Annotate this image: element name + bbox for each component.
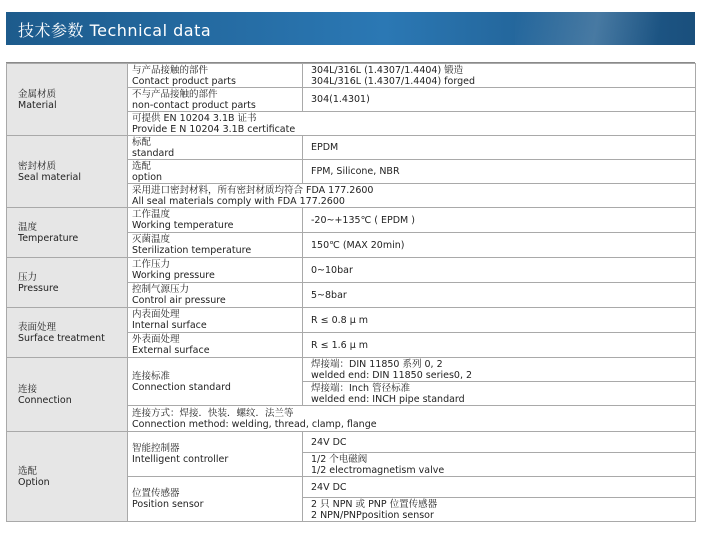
table-row (7, 64, 696, 88)
row-value (303, 432, 696, 453)
value-line: FPM, Silicone, NBR (311, 166, 400, 177)
row-value (303, 382, 696, 406)
category-surface (7, 308, 128, 358)
row-value (303, 233, 696, 258)
category-label-cn: 压力 (18, 271, 38, 283)
row-value (303, 477, 696, 498)
category-label-cn: 连接 (18, 383, 38, 395)
note-en: Provide E N 10204 3.1B certificate (132, 123, 296, 135)
row-value (303, 88, 696, 112)
banner-shine (515, 12, 695, 45)
category-label-en: Option (18, 476, 50, 488)
value-line: 24V DC (311, 481, 347, 493)
row-note (128, 184, 696, 208)
row-label (128, 477, 303, 522)
table-row (7, 208, 696, 233)
category-label-en: Pressure (18, 282, 59, 294)
category-temperature (7, 208, 128, 258)
label-en: Position sensor (132, 499, 204, 510)
category-label-en: Seal material (18, 171, 82, 183)
note-cn: 连接方式：焊接．快装．螺纹．法兰等 (132, 407, 294, 419)
row-value (303, 308, 696, 333)
row-label (128, 88, 303, 112)
label-en: non-contact product parts (132, 99, 256, 111)
label-en: Connection standard (132, 381, 231, 393)
value-line: 150℃ (MAX 20min) (311, 239, 405, 251)
category-label-cn: 表面处理 (18, 321, 57, 333)
row-value (303, 498, 696, 522)
value-line: 1/2 electromagnetism valve (311, 464, 445, 476)
label-cn: 智能控制器 (132, 443, 180, 454)
value-line: 焊接端：DIN 11850 系列 0, 2 (311, 358, 443, 370)
value-line: -20~+135℃ ( EPDM ) (311, 214, 415, 226)
value-line: R ≤ 0.8 μ m (311, 314, 369, 326)
row-note (128, 112, 696, 136)
row-value (303, 208, 696, 233)
value-line: 304L/316L (1.4307/1.4404) 锻造 (311, 64, 464, 76)
category-label-en: Surface treatment (18, 332, 105, 344)
page-title: 技术参数 Technical data (18, 21, 212, 40)
label-en: option (132, 171, 163, 183)
label-en: Contact product parts (132, 75, 236, 87)
table-row (7, 136, 696, 160)
note-en: All seal materials comply with FDA 177.2600 (132, 195, 345, 207)
row-label (128, 64, 303, 88)
label-cn: 内表面处理 (132, 309, 180, 320)
note-en: Connection method: welding, thread, clamp, flange (132, 418, 377, 430)
category-seal (7, 136, 128, 208)
value-line: welded end: INCH pipe standard (311, 393, 465, 405)
label-cn: 灭菌温度 (132, 234, 171, 245)
label-cn: 外表面处理 (132, 334, 180, 345)
category-option (7, 432, 128, 522)
category-label-cn: 选配 (18, 465, 38, 477)
row-label (128, 308, 303, 333)
table-row (7, 358, 696, 382)
row-value (303, 453, 696, 477)
row-label (128, 358, 303, 406)
category-label-en: Connection (18, 394, 72, 406)
row-value (303, 136, 696, 160)
value-line: 1/2 个电磁阀 (311, 453, 368, 465)
value-line: 24V DC (311, 436, 347, 448)
category-label-en: Temperature (18, 232, 79, 244)
table-row (7, 258, 696, 283)
row-value (303, 283, 696, 308)
label-cn: 标配 (132, 136, 152, 148)
value-line: 304L/316L (1.4307/1.4404) forged (311, 75, 475, 87)
category-pressure (7, 258, 128, 308)
label-en: External surface (132, 345, 210, 356)
label-cn: 与产品接触的部件 (132, 64, 209, 76)
row-value (303, 64, 696, 88)
label-cn: 工作压力 (132, 259, 171, 270)
row-label (128, 136, 303, 160)
row-label (128, 258, 303, 283)
technical-data-table (6, 63, 696, 522)
label-cn: 工作温度 (132, 209, 171, 220)
row-label (128, 208, 303, 233)
label-cn: 选配 (132, 160, 152, 172)
label-en: Intelligent controller (132, 454, 229, 465)
value-line: 2 只 NPN 或 PNP 位置传感器 (311, 498, 438, 510)
row-label (128, 333, 303, 358)
category-material (7, 64, 128, 136)
category-label-cn: 金属材质 (18, 88, 57, 100)
label-cn: 控制气源压力 (132, 284, 190, 295)
category-connection (7, 358, 128, 432)
row-value (303, 160, 696, 184)
category-label-cn: 密封材质 (18, 160, 57, 172)
row-label (128, 283, 303, 308)
row-value (303, 333, 696, 358)
label-en: Working pressure (132, 270, 215, 281)
label-en: Working temperature (132, 220, 234, 231)
category-label-cn: 温度 (18, 221, 38, 233)
row-value (303, 258, 696, 283)
value-line: 焊接端：Inch 管径标准 (311, 382, 411, 394)
row-value (303, 358, 696, 382)
row-label (128, 432, 303, 477)
category-label-en: Material (18, 99, 57, 111)
value-line: 5~8bar (311, 289, 347, 301)
value-line: 2 NPN/PNPposition sensor (311, 509, 434, 521)
note-cn: 采用进口密封材料，所有密封材质均符合 FDA 177.2600 (132, 184, 374, 196)
row-note (128, 406, 696, 432)
value-line: EPDM (311, 142, 339, 153)
note-cn: 可提供 EN 10204 3.1B 证书 (132, 112, 257, 124)
table-row (7, 432, 696, 453)
value-line: 304(1.4301) (311, 94, 370, 105)
label-en: Sterilization temperature (132, 245, 252, 256)
header-banner (6, 12, 695, 45)
value-line: R ≤ 1.6 μ m (311, 339, 369, 351)
table-row (7, 308, 696, 333)
value-line: welded end: DIN 11850 series0, 2 (311, 369, 473, 381)
label-en: Internal surface (132, 320, 207, 331)
label-cn: 位置传感器 (132, 488, 180, 499)
label-en: standard (132, 147, 175, 159)
label-cn: 不与产品接触的部件 (132, 88, 218, 100)
row-label (128, 160, 303, 184)
label-en: Control air pressure (132, 295, 226, 306)
label-cn: 连接标准 (132, 370, 171, 382)
row-label (128, 233, 303, 258)
value-line: 0~10bar (311, 264, 353, 276)
